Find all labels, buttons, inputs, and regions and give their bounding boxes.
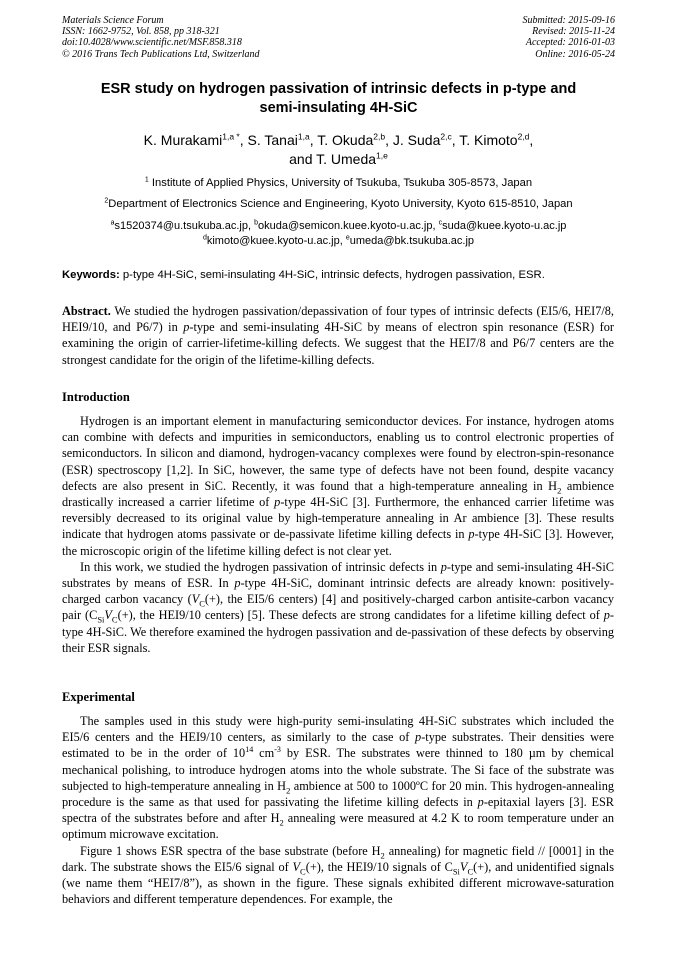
text: annealing were measured at 4.2 K to room temperature under an optimum microwave excitation.	[62, 811, 614, 842]
author-name: and T. Umeda	[289, 151, 377, 167]
text: -type 4H-SiC. We therefore examined the hydrogen passivation and de-passivation of these defects by observing their ESR signals.	[62, 608, 614, 655]
author-affiliation-mark: 2,c	[440, 131, 452, 142]
paragraph	[62, 843, 614, 908]
italic-p: p	[603, 608, 610, 623]
superscript: 14	[245, 745, 254, 755]
publication-dates	[523, 15, 616, 60]
italic-p: p	[415, 730, 422, 745]
author-name: K. Murakami	[143, 132, 223, 148]
text: Figure 1 shows ESR spectra of the base substrate (before H	[80, 843, 381, 858]
text: Hydrogen is an important element in manufacturing semiconductor devices. For instance, hydrogen atoms can combine with defects and impurities in semiconductors, enabling us to control electronic properties of semiconductors. In silicon and diamond, hydrogen-vacancy complexes were found by electron-spin-resonance (ESR) spectroscopy [1,2]. In SiC, however, the same type of defects have not been found, despite vacancy defects are also present in SiC. Recently, it was found that a high-temperature annealing in H	[62, 414, 614, 493]
author-affiliation-mark: 1,a	[297, 131, 310, 142]
email-address[interactable]: s1520374@u.tsukuba.ac.jp	[114, 220, 248, 232]
submitted-date: Submitted: 2015-09-16	[522, 15, 615, 26]
author-separator: ,	[451, 132, 460, 148]
subscript: 2	[286, 785, 291, 796]
title-line-1: ESR study on hydrogen passivation of intrinsic defects in p-type and	[100, 81, 577, 97]
doi-link[interactable]: doi:10.4028/www.scientific.net/MSF.858.318	[62, 37, 242, 49]
affiliation-text: Institute of Applied Physics, University of Tsukuba, Tsukuba 305-8573, Japan	[151, 177, 533, 189]
email-separator: ,	[248, 220, 255, 232]
italic-p: p	[234, 576, 241, 591]
text: (+), the EI5/6 centers) [4] and positively-charged carbon antisite-carbon vacancy pair (C	[62, 592, 614, 623]
italic-p: p	[468, 527, 475, 542]
email-mark: c	[438, 219, 443, 227]
affiliation-mark: 1	[144, 176, 149, 184]
email-list	[62, 219, 615, 249]
journal-name: Materials Science Forum	[62, 15, 164, 26]
author-separator: ,	[239, 132, 248, 148]
subscript: 2	[279, 817, 284, 828]
affiliation-2	[62, 197, 615, 212]
author-name: J. Suda	[392, 132, 441, 148]
text: ambience drastically increased a carrier lifetime of	[62, 478, 614, 510]
abstract	[62, 303, 614, 368]
subscript: Si	[452, 866, 460, 877]
email-address[interactable]: suda@kuee.kyoto-u.ac.jp	[442, 220, 567, 232]
subscript: C	[199, 598, 205, 609]
subscript: 2	[380, 850, 385, 861]
affiliation-text: Department of Electronics Science and Engineering, Kyoto University, Kyoto 615-8510, Japan	[108, 198, 573, 210]
email-separator: ,	[432, 220, 439, 232]
email-address[interactable]: okuda@semicon.kuee.kyoto-u.ac.jp	[258, 220, 433, 232]
text: In this work, we studied the hydrogen passivation of intrinsic defects in	[80, 559, 441, 574]
email-address[interactable]: umeda@bk.tsukuba.ac.jp	[349, 235, 475, 247]
author-list	[62, 131, 615, 169]
subscript: 2	[557, 485, 562, 496]
text: cm	[253, 746, 275, 761]
paragraph	[62, 713, 614, 843]
subscript: Si	[97, 614, 105, 625]
italic-p: p	[440, 559, 447, 574]
issn-volume: ISSN: 1662-9752, Vol. 858, pp 318-321	[62, 26, 220, 38]
abstract-text: -type and semi-insulating 4H-SiC by means of electron spin resonance (ESR) for examining the origin of carrier-lifetime-killing defects. We suggest that the HEI7/8 and P6/7 centers are the strongest candidate for the origin of the lifetime-killing defects.	[62, 320, 614, 367]
email-mark: a	[110, 219, 115, 227]
text: (+), and unidentified signals (we name them “HEI7/8”), as shown in the figure. These signals exhibited different microwave-saturation behaviors and different temperature dependences. For example, the	[62, 859, 614, 907]
introduction-body	[62, 413, 614, 656]
abstract-text: We studied the hydrogen passivation/depassivation of four types of intrinsic defects (EI5/6, HEI7/8, HEI9/10, and P6/7) in	[62, 304, 614, 335]
italic-p: p	[274, 495, 281, 510]
keywords	[62, 268, 622, 283]
author-separator: ,	[309, 132, 318, 148]
text: -type 4H-SiC, dominant intrinsic defects are already known: positively-charged carbon vacancy (	[62, 576, 614, 607]
text: (+), the HEI9/10 signals of C	[305, 859, 453, 874]
introduction-heading: Introduction	[62, 390, 130, 404]
author-affiliation-mark: 1,e	[376, 150, 388, 161]
affiliation-1	[62, 176, 615, 191]
accepted-date: Accepted: 2016-01-03	[525, 37, 615, 49]
journal-info	[62, 15, 260, 60]
email-mark: e	[345, 234, 350, 242]
keywords-label: Keywords:	[62, 269, 120, 281]
italic-v: V	[191, 592, 200, 607]
author-affiliation-mark: 2,b	[373, 131, 386, 142]
text: ambience at 500 to 1000ºC for 20 min. This hydrogen-annealing procedure is the same as that used for passivating the lifetime killing defects in	[62, 778, 614, 810]
author-separator: ,	[385, 132, 393, 148]
italic-p: p	[477, 795, 484, 810]
italic-v: V	[292, 859, 301, 874]
email-separator: ,	[339, 235, 346, 247]
text: -type 4H-SiC [3]. However, the microscopic origin of the lifetime killing defect is not clear yet.	[62, 527, 614, 558]
email-address[interactable]: kimoto@kuee.kyoto-u.ac.jp	[206, 235, 340, 247]
author-name: T. Kimoto	[459, 132, 518, 148]
text: -type substrates. Their densities were estimated to be in the order of 10	[62, 730, 614, 761]
italic-v: V	[104, 608, 112, 623]
email-mark: d	[202, 234, 207, 242]
text: The samples used in this study were high-purity semi-insulating 4H-SiC substrates which included the EI5/6 centers and the HEI9/10 centers, as similarly to the case of	[62, 714, 614, 745]
author-affiliation-mark: 1,a *	[222, 131, 240, 142]
text: -epitaxial layers [3]. ESR spectra of the substrates before and after H	[62, 795, 615, 826]
author-name: T. Okuda	[317, 132, 374, 148]
text: by ESR. The substrates were thinned to 180 µm by chemical mechanical polishing, to introduce hydrogen atoms into the whole substrate. The Si face of the substrate was subjected to high-temperature annealing in H	[62, 746, 614, 793]
text: (+), the HEI9/10 centers) [5]. These defects are strong candidates for a lifetime killing defect of	[117, 608, 604, 623]
paragraph	[62, 413, 614, 559]
revised-date: Revised: 2015-11-24	[532, 26, 615, 38]
affiliation-mark: 2	[104, 197, 109, 205]
paper-title	[62, 80, 615, 118]
subscript: C	[111, 614, 118, 625]
subscript: C	[467, 866, 474, 877]
paragraph	[62, 559, 614, 656]
author-name: S. Tanai	[247, 132, 298, 148]
superscript: -3	[274, 745, 281, 755]
online-date: Online: 2016-05-24	[535, 48, 615, 60]
italic-p: p	[183, 320, 190, 335]
subscript: C	[300, 866, 306, 877]
experimental-heading: Experimental	[62, 690, 135, 704]
copyright-line: © 2016 Trans Tech Publications Ltd, Switzerland	[62, 48, 260, 60]
text: annealing) for magnetic field // [0001] in the dark. The substrate shows the EI5/6 signal of	[62, 843, 615, 874]
abstract-label: Abstract.	[62, 304, 111, 318]
author-affiliation-mark: 2,d	[517, 131, 530, 142]
italic-v: V	[459, 859, 468, 874]
author-separator: ,	[529, 132, 534, 148]
keywords-text: p-type 4H-SiC, semi-insulating 4H-SiC, intrinsic defects, hydrogen passivation, ESR.	[119, 269, 545, 281]
text: -type 4H-SiC [3]. Furthermore, the enhanced carrier lifetime was reversibly decreased to its original value by high-temperature annealing in Ar ambience [3]. These results indicate that hydrogen atoms passivate or de-passivate lifetime killing defects in	[62, 495, 614, 542]
title-line-2: semi-insulating 4H-SiC	[259, 100, 418, 116]
experimental-body	[62, 713, 614, 907]
text: -type and semi-insulating 4H-SiC substrates by means of ESR. In	[62, 559, 614, 591]
email-mark: b	[254, 219, 259, 227]
